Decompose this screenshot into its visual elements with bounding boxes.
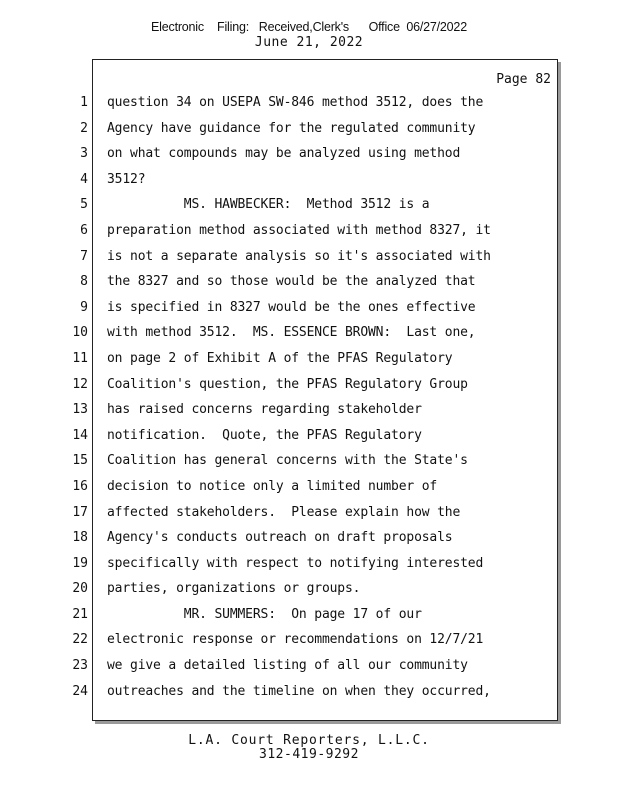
transcript-line: outreaches and the timeline on when they occurred, [107,683,491,699]
transcript-line: on what compounds may be analyzed using method [107,146,461,162]
line-number: 7 [80,248,88,264]
line-number: 4 [80,171,88,187]
transcript-line: the 8327 and so those would be the analyzed that [107,274,476,290]
transcript-line: is specified in 8327 would be the ones effective [107,299,476,315]
line-number: 14 [72,427,88,443]
transcript-line: on page 2 of Exhibit A of the PFAS Regulatory [107,350,453,366]
line-number: 2 [80,120,88,136]
transcript-line: affected stakeholders. Please explain how the [107,504,461,520]
transcript-line: electronic response or recommendations on 12/7/21 [107,632,484,648]
line-number: 8 [80,274,88,290]
filing-stamp: Electronic Filing: Received,Clerk's Office 06/27/2022 [151,20,467,34]
transcript-line: preparation method associated with method 8327, it [107,222,491,238]
hearing-date: June 21, 2022 [254,35,364,50]
line-number: 22 [72,632,88,648]
transcript-line: specifically with respect to notifying interested [107,555,484,571]
transcript-line: decision to notice only a limited number of [107,478,438,494]
transcript-line: 3512? [107,171,146,187]
line-number: 6 [80,222,88,238]
line-number: 19 [72,555,88,571]
transcript-line: Agency have guidance for the regulated community [107,120,476,136]
transcript-line: we give a detailed listing of all our community [107,658,468,674]
line-number: 21 [72,606,88,622]
line-number: 5 [80,197,88,213]
line-number: 1 [80,95,88,110]
line-number: 10 [72,325,88,341]
court-reporter-company: L.A. Court Reporters, L.L.C. [188,733,430,748]
line-number: 3 [80,146,88,162]
line-number: 20 [72,581,88,597]
line-number-column [58,95,88,709]
line-number: 18 [72,530,88,546]
transcript-line: has raised concerns regarding stakeholder [107,402,422,418]
line-number: 23 [72,658,88,674]
line-number: 16 [72,478,88,494]
transcript-line: Agency's conducts outreach on draft proposals [107,530,453,546]
transcript-line: notification. Quote, the PFAS Regulatory [107,427,422,443]
transcript-line: Coalition has general concerns with the State's [107,453,468,469]
line-number: 17 [72,504,88,520]
transcript-line: question 34 on USEPA SW-846 method 3512, does the [107,95,484,110]
transcript-line: MR. SUMMERS: On page 17 of our [107,606,422,622]
transcript-line: Coalition's question, the PFAS Regulatory Group [107,376,468,392]
transcript-line: is not a separate analysis so it's associated with [107,248,491,264]
transcript-text [107,95,555,709]
page-number: Page 82 [496,72,551,87]
transcript-line: parties, organizations or groups. [107,581,361,597]
line-number: 9 [80,299,88,315]
transcript-line: MS. HAWBECKER: Method 3512 is a [107,197,430,213]
line-number: 12 [72,376,88,392]
court-reporter-phone: 312-419-9292 [259,747,359,762]
transcript-line: with method 3512. MS. ESSENCE BROWN: Last one, [107,325,476,341]
line-number: 11 [72,350,88,366]
line-number: 13 [72,402,88,418]
line-number: 24 [72,683,88,699]
line-number: 15 [72,453,88,469]
